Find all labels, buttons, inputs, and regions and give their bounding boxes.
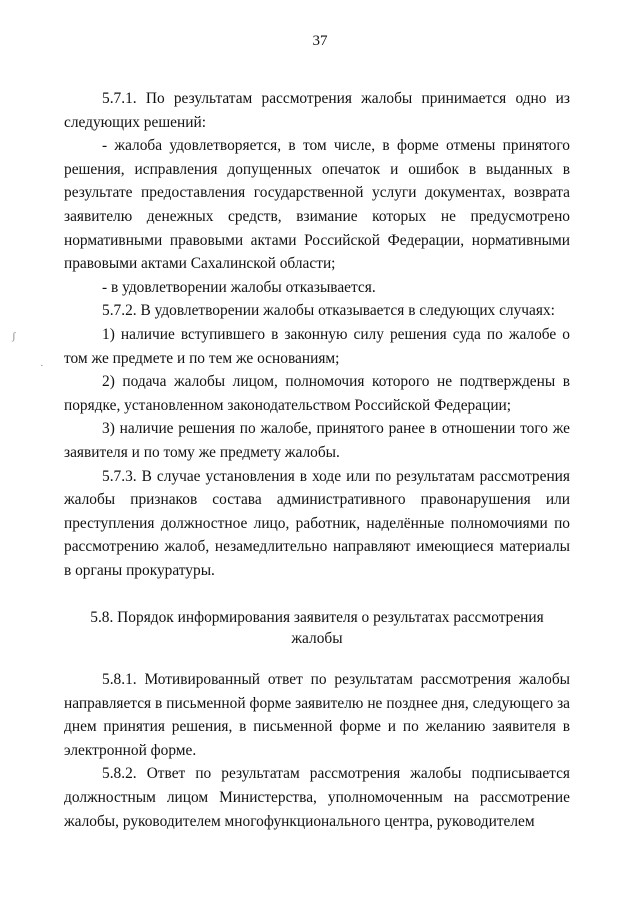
scan-mark-left-dot: · bbox=[40, 360, 44, 372]
body-text-top bbox=[64, 87, 570, 582]
paragraph-complaint-satisfied: - жалоба удовлетворяется, в том числе, в форме отмены принятого решения, исправления допущенных опечаток и ошибок в выданных в результате предоставления государственной услуги документах, возврата заявителю денежных средств, взимание которых не предусмотрено нормативными правовыми актами Российской Федерации, нормативными правовыми актами Сахалинской области; bbox=[64, 137, 570, 273]
paragraph-case-1: 1) наличие вступившего в законную силу решения суда по жалобе о том же предмете и по тем же основаниям; bbox=[64, 325, 570, 367]
paragraph-5-7-3: 5.7.3. В случае установления в ходе или по результатам рассмотрения жалобы признаков состава административного правонарушения или преступления должностное лицо, работник, наделённые полномочиями по рассмотрению жалоб, незамедлительно направляют имеющиеся материалы в органы прокуратуры. bbox=[64, 467, 570, 579]
scan-mark-left: ʃ bbox=[12, 330, 16, 342]
paragraph-5-8-2: 5.8.2. Ответ по результатам рассмотрения жалобы подписывается должностным лицом Министерства, уполномоченным на рассмотрение жалобы, руководителем многофункционального центра, руководителем bbox=[64, 765, 570, 830]
paragraph-5-8-1: 5.8.1. Мотивированный ответ по результатам рассмотрения жалобы направляется в письменной форме заявителю не позднее дня, следующего за днем принятия решения, в письменной форме и по желанию заявителя в электронной форме. bbox=[64, 671, 570, 759]
paragraph-5-7-1: 5.7.1. По результатам рассмотрения жалобы принимается одно из следующих решений: bbox=[64, 90, 570, 131]
page-number: 37 bbox=[312, 33, 328, 49]
section-heading-line-2: жалобы bbox=[291, 630, 343, 647]
section-heading-5-8 bbox=[64, 607, 570, 649]
body-text-bottom bbox=[64, 668, 570, 833]
section-heading-line-1: 5.8. Порядок информирования заявителя о результатах рассмотрения bbox=[90, 609, 544, 626]
paragraph-case-2: 2) подача жалобы лицом, полномочия которого не подтверждены в порядке, установленном законодательством Российской Федерации; bbox=[64, 373, 570, 414]
paragraph-complaint-rejected: - в удовлетворении жалобы отказывается. bbox=[102, 278, 376, 296]
paragraph-5-7-2: 5.7.2. В удовлетворении жалобы отказывается в следующих случаях: bbox=[102, 302, 555, 320]
paragraph-case-3: 3) наличие решения по жалобе, принятого ранее в отношении того же заявителя и по тому же предмету жалобы. bbox=[64, 420, 570, 461]
